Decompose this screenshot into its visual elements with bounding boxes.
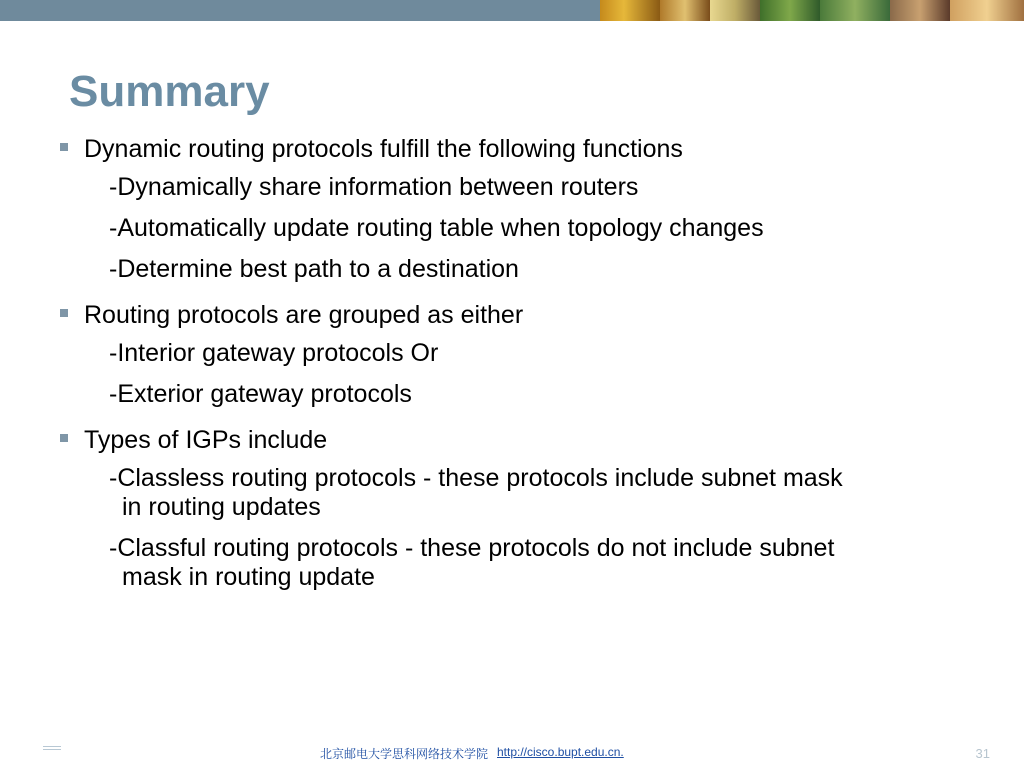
square-bullet-icon	[60, 434, 68, 442]
sub-item-continuation: mask in routing update	[122, 563, 375, 591]
photo-tile	[760, 0, 820, 21]
bullet-group	[56, 298, 976, 409]
sub-item: -Determine best path to a destination	[109, 255, 519, 283]
bullet-item	[56, 132, 976, 166]
square-bullet-icon	[60, 309, 68, 317]
bullet-text: Dynamic routing protocols fulfill the following functions	[84, 135, 683, 163]
photo-tile	[600, 0, 660, 21]
header-bar	[0, 0, 1024, 21]
bullet-group	[56, 423, 976, 592]
sub-item: -Automatically update routing table when topology changes	[109, 214, 764, 242]
sub-item: -Exterior gateway protocols	[109, 380, 412, 408]
square-bullet-icon	[60, 143, 68, 151]
bullet-text: Routing protocols are grouped as either	[84, 301, 524, 329]
sub-item	[56, 464, 949, 522]
sub-item	[56, 534, 949, 592]
sub-item: -Dynamically share information between routers	[109, 173, 639, 201]
footer-link[interactable]: http://cisco.bupt.edu.cn.	[497, 745, 624, 759]
bullet-group	[56, 132, 976, 284]
bullet-text: Types of IGPs include	[84, 426, 328, 454]
sub-item: -Interior gateway protocols Or	[109, 339, 439, 367]
bullet-item	[56, 298, 976, 332]
slide-title: Summary	[69, 67, 270, 116]
sub-item-line: -Classless routing protocols - these protocols include subnet mask	[109, 464, 843, 492]
slide-footer	[0, 742, 1024, 764]
photo-tile	[820, 0, 890, 21]
sub-item-line: -Classful routing protocols - these protocols do not include subnet	[109, 534, 835, 562]
bullet-item	[56, 423, 976, 457]
slide-content	[56, 132, 976, 592]
photo-tile	[890, 0, 950, 21]
header-photo-strip	[600, 0, 1024, 21]
photo-tile	[950, 0, 1024, 21]
footer-institution: 北京邮电大学思科网络技术学院	[320, 747, 489, 761]
sub-item-continuation: in routing updates	[122, 493, 321, 521]
photo-tile	[710, 0, 760, 21]
cisco-logo-icon	[43, 746, 61, 752]
photo-tile	[660, 0, 710, 21]
page-number: 31	[975, 746, 990, 761]
